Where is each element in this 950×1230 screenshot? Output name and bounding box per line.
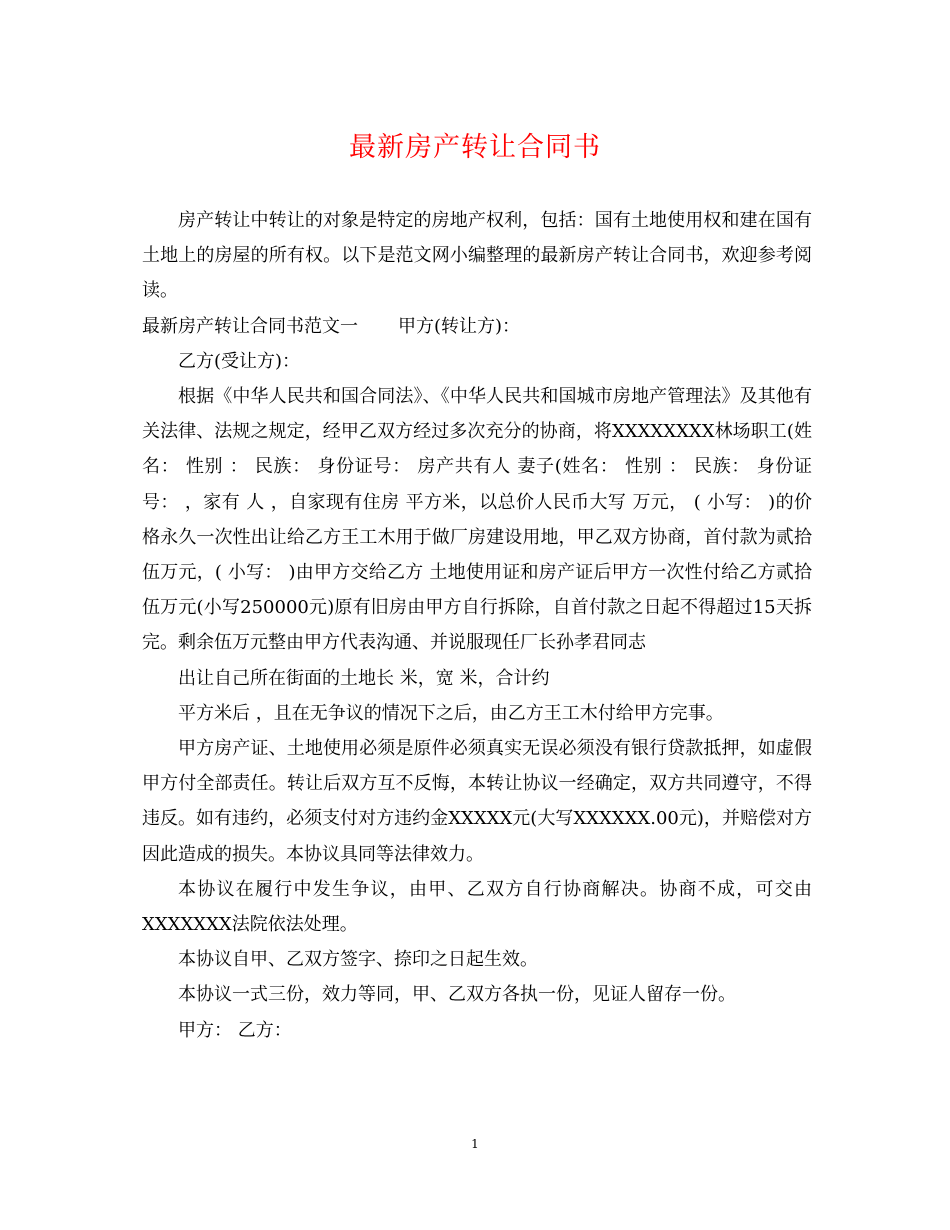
document-body — [142, 203, 812, 1048]
intro-paragraph: 房产转让中转让的对象是特定的房地产权利，包括：国有土地使用权和建在国有土地上的房屋的所有权。以下是范文网小编整理的最新房产转让合同书，欢迎参考阅读。 — [142, 210, 812, 302]
document-title: 最新房产转让合同书 — [349, 132, 601, 163]
party-b-label: 乙方(受让方)： — [178, 350, 301, 372]
contract-terms-paragraph: 根据《中华人民共和国合同法》、《中华人民共和国城市房地产管理法》及其他有关法律、法规之规定，经甲乙双方经过多次充分的协商，将XXXXXXXX林场职工(姓名： 性别 ： 民族： 身份证号： 房产共有人 妻子(姓名： 性别 ： 民族： 身份证号： ，家有 人 ，自家现有住房 平方米，以总价人民币大写 万元， ( 小写： )的价格永久一次性出让给乙方王工木用于做厂房建设用地，甲乙双方协商，首付款为贰拾伍万元，( 小写： )由甲方交给乙方 土地使用证和房产证后甲方一次性付给乙方贰拾伍万元(小写250000元)原有旧房由甲方自行拆除，自首付款之日起不得超过15天拆完。剩余伍万元整由甲方代表沟通、并说服现任厂长孙孝君同志 — [142, 386, 812, 654]
effective-paragraph: 本协议自甲、乙双方签字、捺印之日起生效。 — [178, 949, 538, 971]
dispute-paragraph: 本协议在履行中发生争议，由甲、乙双方自行协商解决。协商不成，可交由XXXXXXX法院依法处理。 — [142, 878, 812, 936]
sample-heading-line — [142, 309, 812, 344]
party-a-label: 甲方(转让方)： — [398, 315, 521, 337]
liability-paragraph: 甲方房产证、土地使用必须是原件必须真实无误必须没有银行贷款抵押，如虚假甲方付全部责任。转让后双方互不反悔，本转让协议一经确定，双方共同遵守，不得违反。如有违约，必须支付对方违约金XXXXX元(大写XXXXXX.00元)，并赔偿对方因此造成的损失。本协议具同等法律效力。 — [142, 738, 812, 865]
copies-paragraph: 本协议一式三份，效力等同，甲、乙双方各执一份，见证人留存一份。 — [178, 984, 736, 1006]
page-number: 1 — [471, 1137, 479, 1151]
signature-line: 甲方： 乙方： — [178, 1019, 292, 1041]
sample-heading: 最新房产转让合同书范文一 — [142, 315, 358, 337]
payment-completion-paragraph: 平方米后 ，且在无争议的情况下之后，由乙方王工木付给甲方完事。 — [178, 702, 724, 724]
land-size-paragraph: 出让自己所在街面的土地长 米，宽 米，合计约 — [178, 667, 550, 689]
